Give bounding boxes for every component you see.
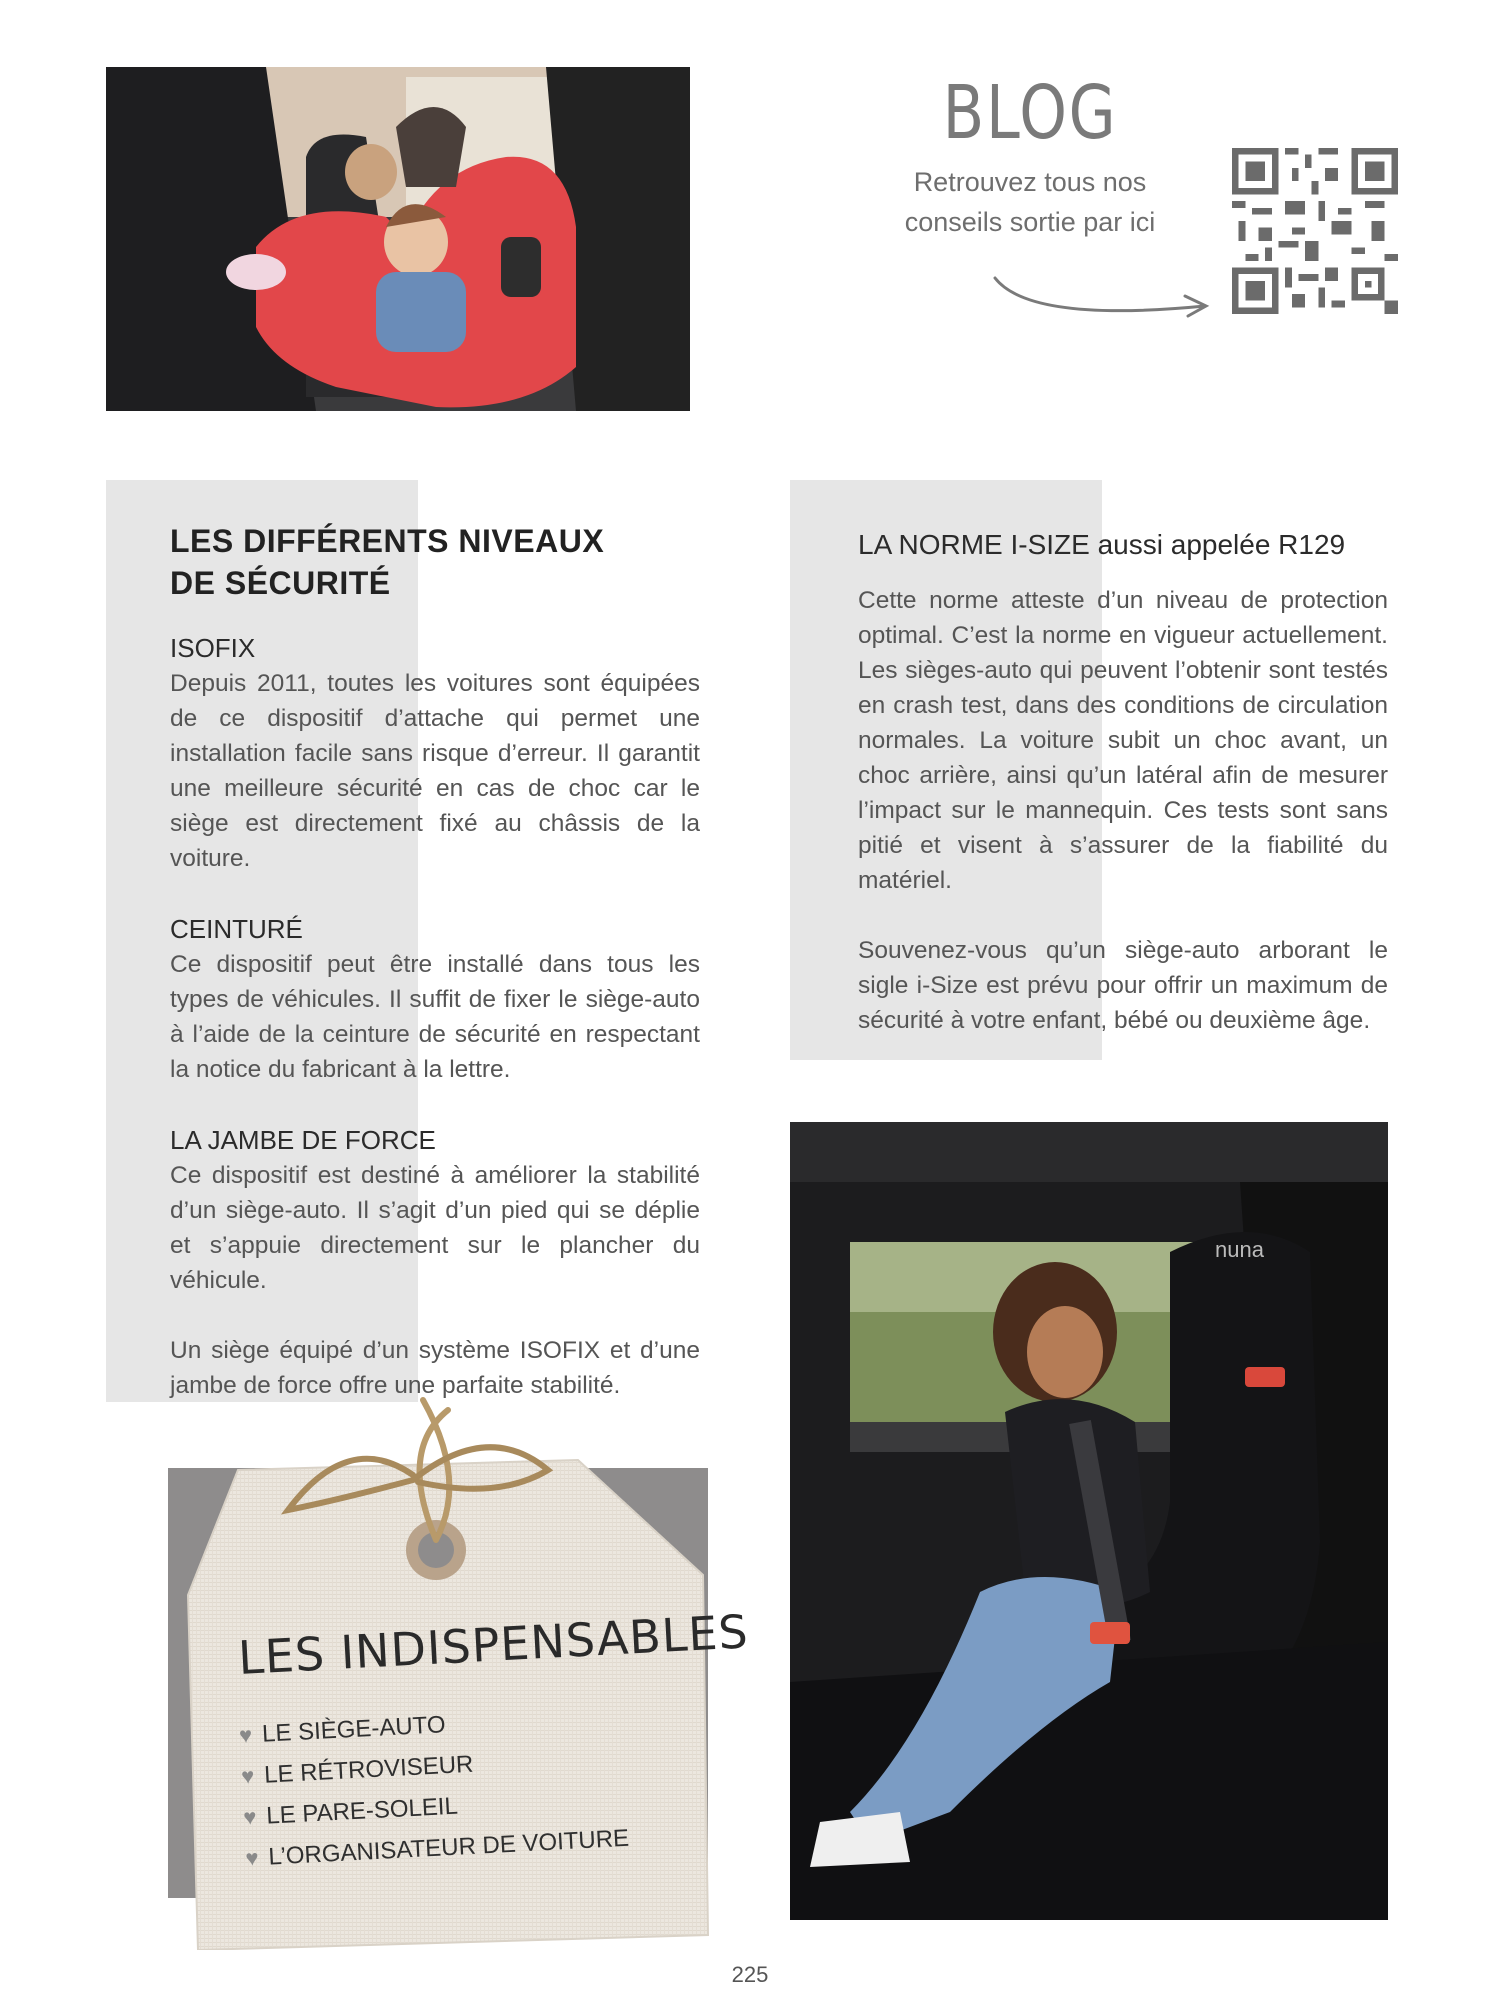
jambe-title: LA JAMBE DE FORCE [170, 1125, 436, 1155]
page-number: 225 [731, 1962, 769, 1987]
photo-child-car-seat [106, 67, 690, 411]
right-column [858, 525, 1388, 1038]
list-item-label: LE PARE-SOLEIL [265, 1792, 459, 1830]
blog-subtitle-line2: conseils sortie par ici [904, 207, 1156, 237]
isize-paragraph-1: Cette norme atteste d’un niveau de protection optimal. C’est la norme en vigueur actuellement. Les sièges-auto qui peuvent l’obtenir sont testés en crash test, dans des conditions de circulation normales. La voiture subit un choc avant, un choc arrière, ainsi qu’un latéral afin de mesurer l’impact sur le mannequin. Ces tests sont sans pitié et visent à s’assurer de la fiabilité du matériel. [858, 587, 1388, 894]
curved-arrow-icon [990, 268, 1215, 328]
heart-icon: ♥ [244, 1845, 260, 1871]
blog-subtitle-line1: Retrouvez tous nos [913, 167, 1147, 197]
list-item-label: LE SIÈGE-AUTO [261, 1711, 447, 1748]
qr-code[interactable] [1232, 148, 1398, 314]
section-heading-line1: LES DIFFÉRENTS NIVEAUX [170, 523, 605, 559]
heart-icon: ♥ [242, 1804, 258, 1830]
list-item-label: LE RÉTROVISEUR [263, 1750, 475, 1789]
blog-title: BLOG [942, 70, 1118, 156]
closing-text: Un siège équipé d’un système ISOFIX et d’une jambe de force offre une parfaite stabilité. [170, 1337, 700, 1399]
list-item-label: L’ORGANISATEUR DE VOITURE [267, 1824, 630, 1871]
heart-icon: ♥ [240, 1763, 255, 1789]
tag-list [238, 1691, 706, 1879]
isize-heading [858, 525, 1388, 565]
photo-woman-booster-seat [790, 1122, 1388, 1920]
nuna-logo: nuna [1215, 1237, 1264, 1262]
indispensables-tag [168, 1390, 750, 1950]
isize-heading-main: LA NORME I-SIZE [858, 529, 1090, 560]
ceinture-text: Ce dispositif peut être installé dans tous les types de véhicules. Il suffit de fixer le siège-auto à l’aide de la ceinture de sécurité en respectant la notice du fabricant à la lettre. [170, 951, 700, 1083]
jambe-text: Ce dispositif est destiné à améliorer la stabilité d’un siège-auto. Il s’agit d’un pied qui se déplie et s’appuie directement sur le plancher du véhicule. [170, 1162, 700, 1294]
isize-heading-rest: aussi appelée R129 [1089, 529, 1346, 560]
isofix-text: Depuis 2011, toutes les voitures sont équipées de ce dispositif d’attache qui permet une installation facile sans risque d’erreur. Il garantit une meilleure sécurité en cas de choc car le siège est directement fixé au châssis de la voiture. [170, 670, 700, 872]
blog-subtitle [860, 162, 1200, 242]
heart-icon: ♥ [238, 1722, 253, 1748]
section-heading-line2: DE SÉCURITÉ [170, 565, 391, 601]
isofix-title: ISOFIX [170, 633, 256, 663]
section-heading [170, 520, 700, 604]
left-column [170, 520, 700, 1403]
ceinture-title: CEINTURÉ [170, 914, 303, 944]
tag-title: LES INDISPENSABLES [236, 1604, 750, 1685]
isize-paragraph-2: Souvenez-vous qu’un siège-auto arborant le sigle i-Size est prévu pour offrir un maximum de sécurité à votre enfant, bébé ou deuxième âge. [858, 937, 1388, 1034]
